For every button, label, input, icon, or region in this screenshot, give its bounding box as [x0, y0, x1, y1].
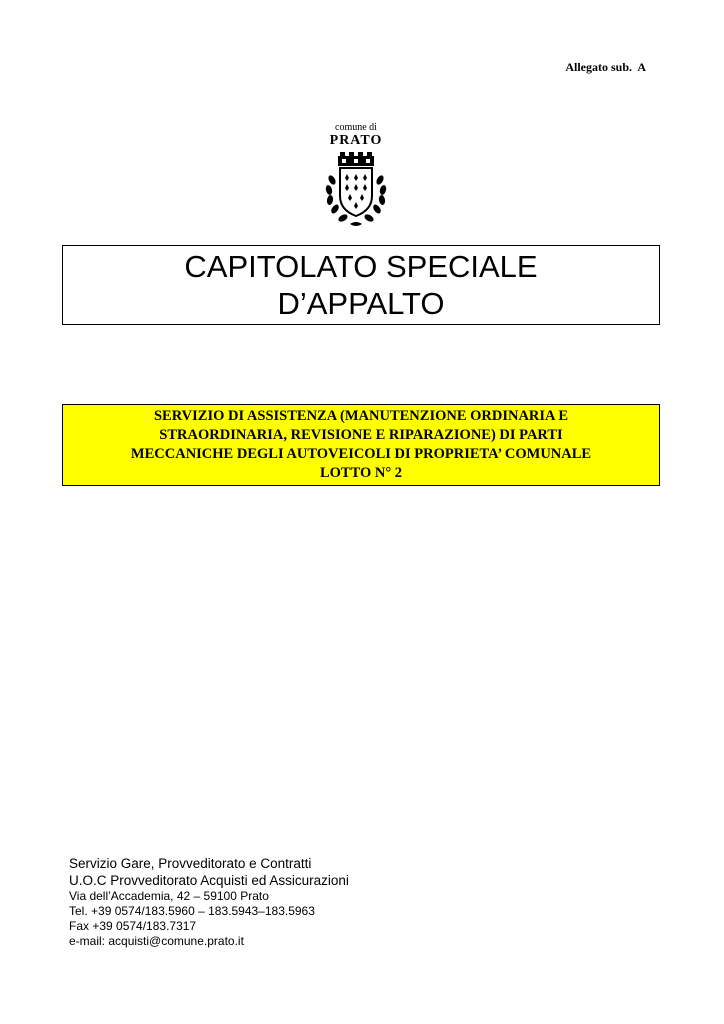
unit-name: U.O.C Provveditorato Acquisti ed Assicurazioni [69, 873, 349, 888]
fax: Fax +39 0574/183.7317 [69, 919, 197, 933]
logo-line-prato: PRATO [329, 133, 383, 148]
address: Via dell’Accademia, 42 – 59100 Prato [69, 889, 269, 903]
subject-line-4: LOTTO N° 2 [319, 465, 403, 481]
annex-label: Allegato sub. A [565, 60, 646, 74]
subject-box [62, 404, 660, 486]
office-name: Servizio Gare, Provveditorato e Contratti [69, 856, 312, 871]
email: e-mail: acquisti@comune.prato.it [69, 934, 244, 948]
subject-line-3: MECCANICHE DEGLI AUTOVEICOLI DI PROPRIETA’ COMUNALE [130, 446, 592, 462]
contact-footer [69, 855, 349, 949]
title-line-2: D’APPALTO [277, 286, 445, 321]
subject-line-1: SERVIZIO DI ASSISTENZA (MANUTENZIONE ORDINARIA E [153, 408, 569, 424]
subject-line-2: STRAORDINARIA, REVISIONE E RIPARAZIONE) DI PARTI [159, 427, 563, 443]
document-title-box [62, 245, 660, 325]
prato-coat-of-arms-logo [318, 122, 394, 234]
title-line-1: CAPITOLATO SPECIALE [184, 249, 538, 284]
coat-of-arms-icon [320, 152, 392, 232]
logo-line-comune: comune di [335, 122, 377, 133]
telephone: Tel. +39 0574/183.5960 – 183.5943–183.5963 [69, 904, 315, 918]
